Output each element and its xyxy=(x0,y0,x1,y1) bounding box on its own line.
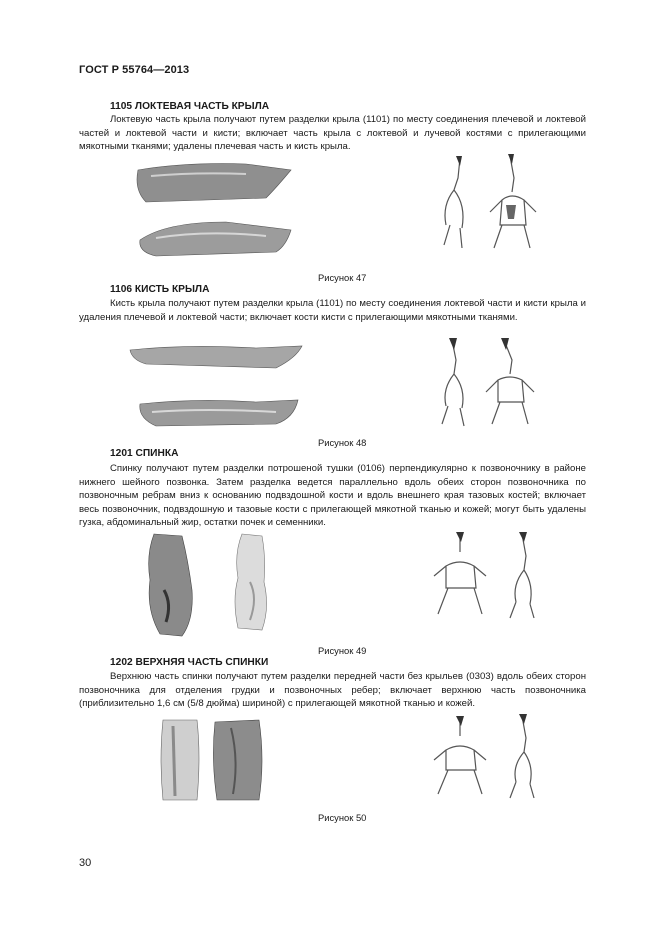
figure-47-caption: Рисунок 47 xyxy=(318,272,367,283)
figure-49-skeleton-diagram xyxy=(430,530,548,622)
standard-header: ГОСТ Р 55764—2013 xyxy=(79,64,190,76)
section-title-1201: 1201 СПИНКА xyxy=(110,448,179,459)
figure-50-meat-photo xyxy=(155,716,275,804)
figure-47-meat-photo xyxy=(126,160,301,270)
page-number: 30 xyxy=(79,857,92,869)
figure-49-caption: Рисунок 49 xyxy=(318,645,367,656)
figure-49-meat-photo xyxy=(138,530,293,640)
figure-50-caption: Рисунок 50 xyxy=(318,812,367,823)
section-title-1106: 1106 КИСТЬ КРЫЛА xyxy=(110,284,210,295)
figure-50-skeleton-diagram xyxy=(430,710,548,802)
section-text-1202: Верхнюю часть спинки получают путем разделки передней части без крыльев (0303) вдоль обеих сторон позвоночника для отделения грудки и позвоночных ребер; включает верхнюю часть позвоночника (приблизительно 1,6 см (5/8 дюйма) шириной) с прилегающей мякотной тканью и кожей. xyxy=(79,671,586,710)
section-title-1202: 1202 ВЕРХНЯЯ ЧАСТЬ СПИНКИ xyxy=(110,657,269,668)
figure-48-meat-photo xyxy=(126,342,306,434)
figure-47-skeleton-diagram xyxy=(432,150,550,265)
section-title-1105: 1105 ЛОКТЕВАЯ ЧАСТЬ КРЫЛА xyxy=(110,101,270,112)
figure-48-skeleton-diagram xyxy=(432,334,550,434)
section-text-1201: Спинку получают путем разделки потрошеной тушки (0106) перпендикулярно к позвоночнику в районе нижнего шейного позвонка. Затем разделка ведется параллельно вдоль обеих сторон позвоночника по позвоночным ребрам вниз к основанию подвздошной кости и вдоль внешнего края тазовых костей; включает весь позвоночник, подвздошную и тазовые кости с прилегающей мякотной тканью и кожей; могут быть удалены гузка, абдоминальный жир, остатки почек и семенники. xyxy=(79,463,586,529)
section-text-1105: Локтевую часть крыла получают путем разделки крыла (1101) по месту соединения плечевой и локтевой частей и локтевой части и кисти; включает часть крыла с локтевой и лучевой костями с прилегающими мякотными тканями; удалены плечевая часть и кисть крыла. xyxy=(79,114,586,153)
section-text-1106: Кисть крыла получают путем разделки крыла (1101) по месту соединения локтевой части и кисти крыла и удаления плечевой и локтевой части; включает кости кисти с прилегающими мякотными тканями. xyxy=(79,298,586,323)
figure-48-caption: Рисунок 48 xyxy=(318,437,367,448)
